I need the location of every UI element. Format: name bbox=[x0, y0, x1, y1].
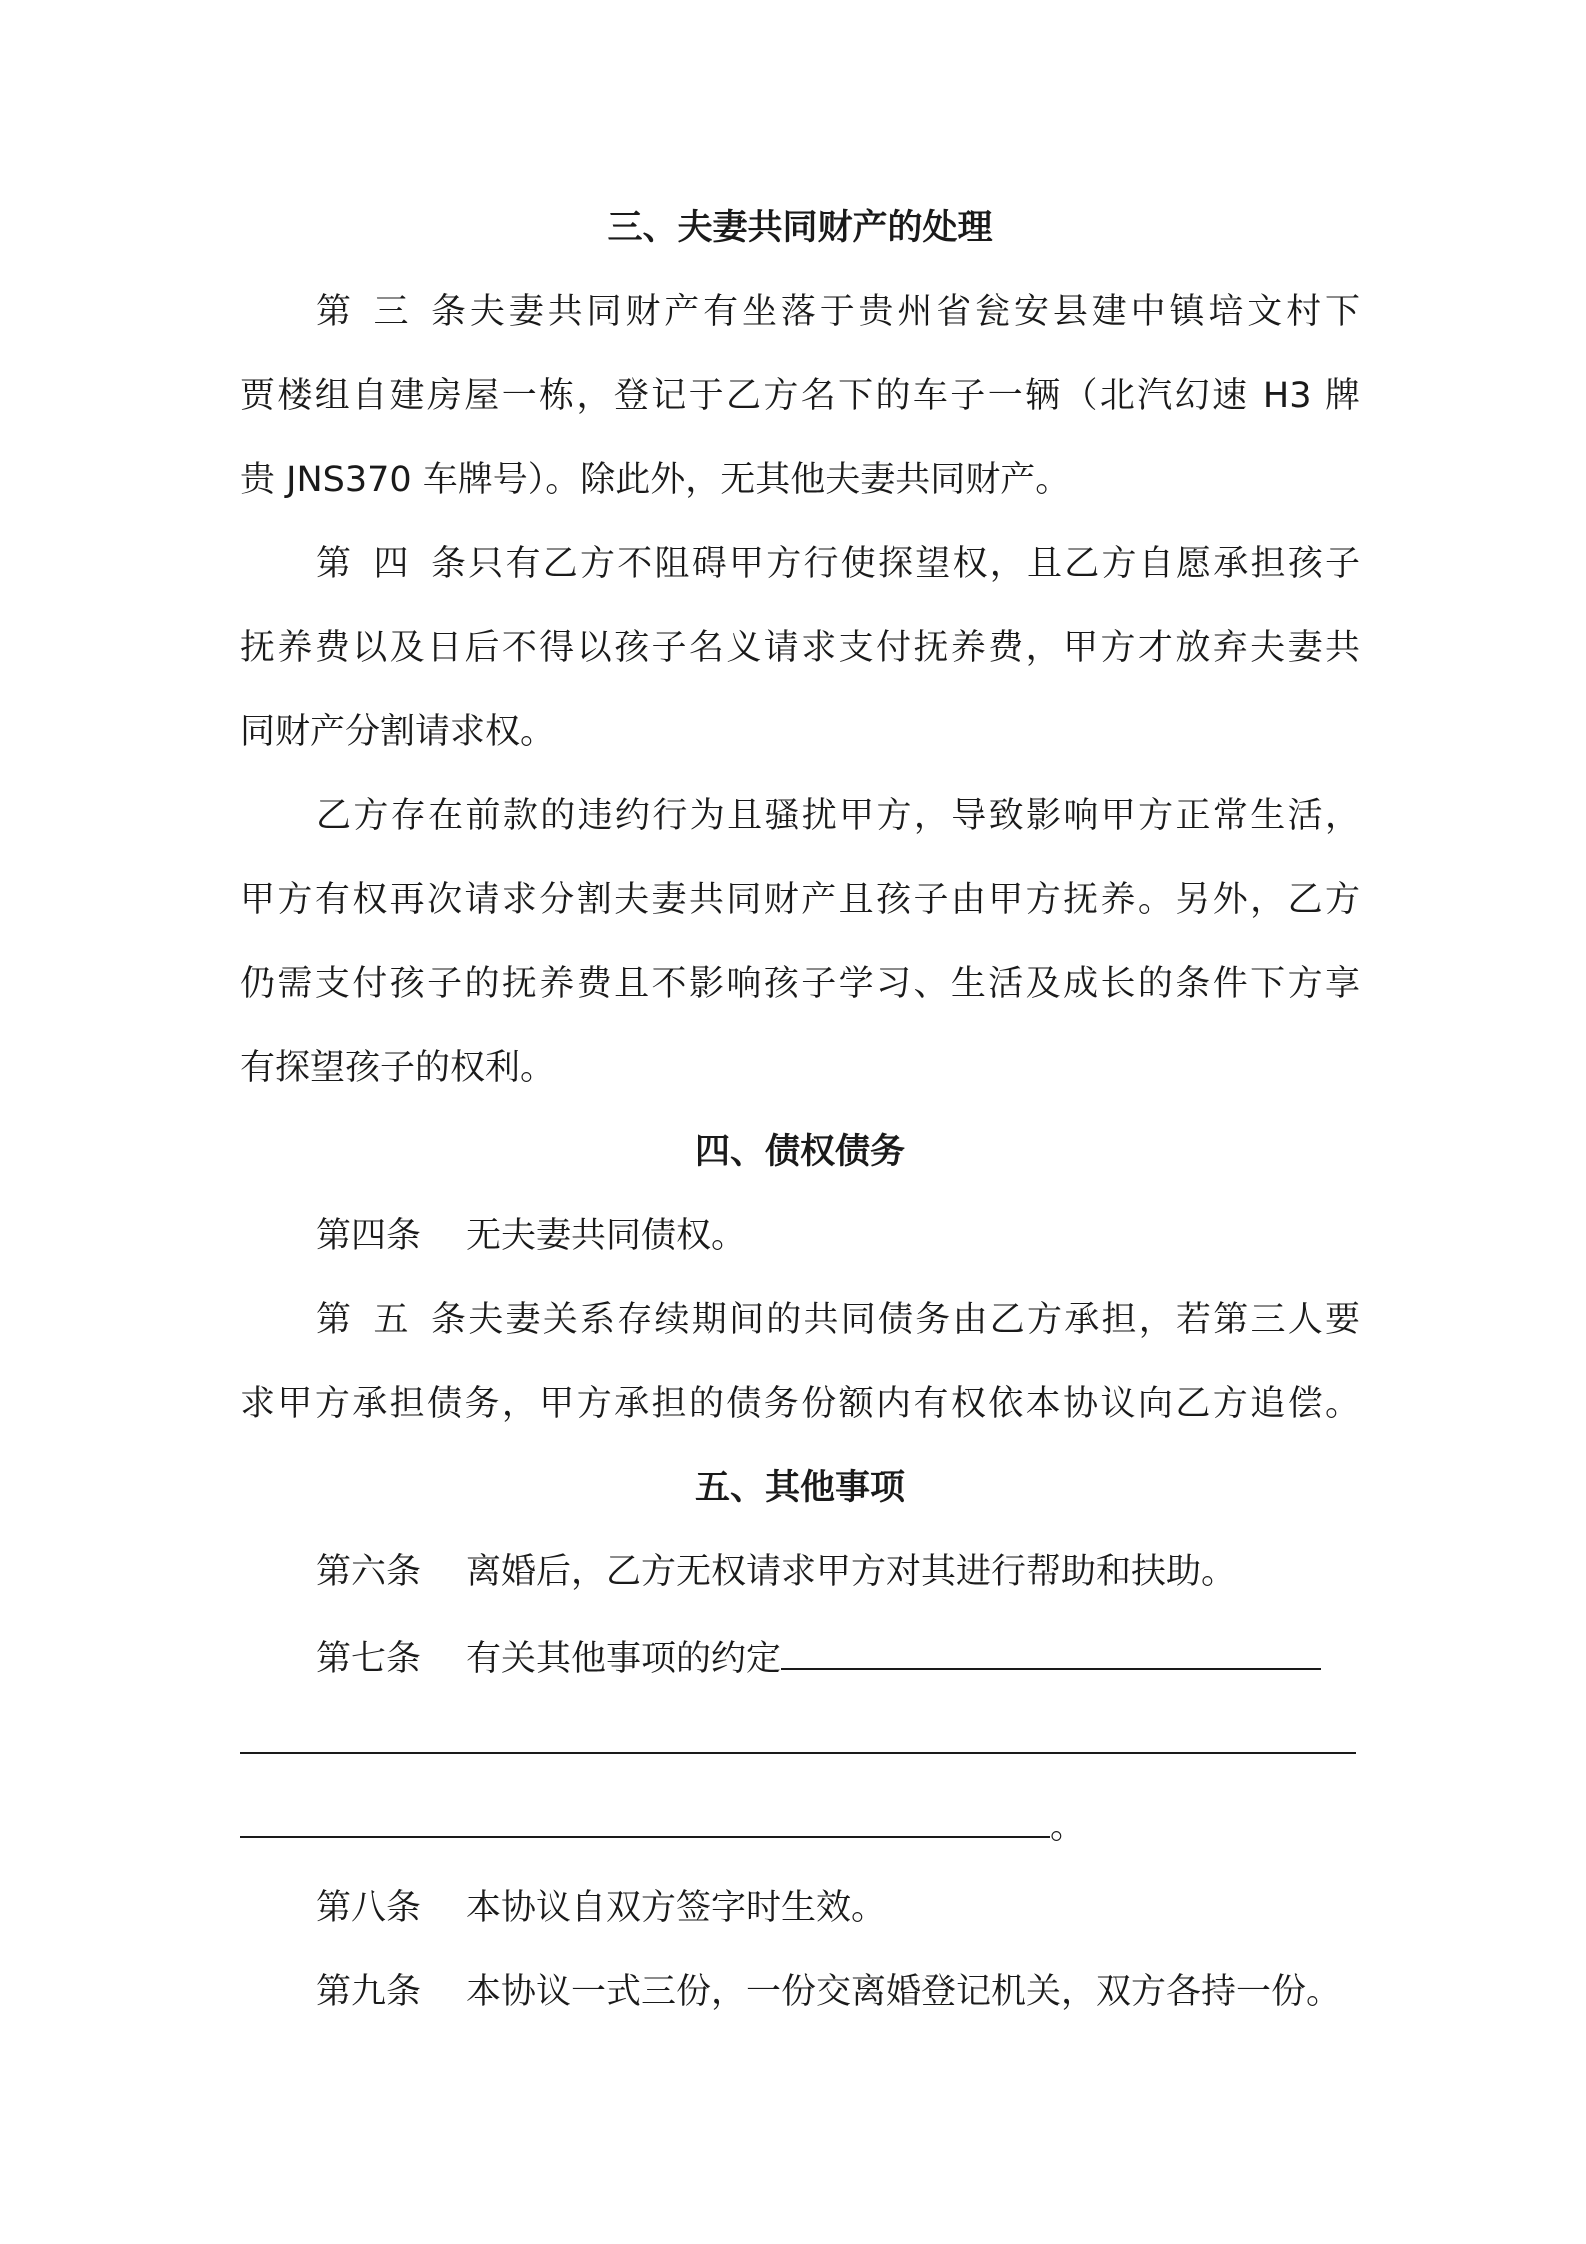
article-text: 本协议自双方签字时生效。 bbox=[466, 1888, 887, 1928]
section-heading-debts: 四、债权债务 bbox=[694, 1132, 905, 1172]
article-3-line-2: 贾楼组自建房屋一栋，登记于乙方名下的车子一辆（北汽幻速 H3 牌 bbox=[240, 376, 1360, 416]
article-label: 第四条 bbox=[316, 1216, 422, 1256]
debt-article-5-line-1 bbox=[240, 1292, 1360, 1348]
article-text: 无夫妻共同债权。 bbox=[466, 1216, 747, 1256]
article-3-line-1 bbox=[240, 284, 1360, 340]
article-label: 第六条 bbox=[316, 1552, 422, 1592]
section-heading-property: 三、夫妻共同财产的处理 bbox=[607, 208, 993, 248]
article-7-line-1 bbox=[240, 1628, 1360, 1684]
article-text: 只有乙方不阻碍甲方行使探望权，且乙方自愿承担孩子 bbox=[466, 544, 1360, 584]
article-label: 第八条 bbox=[316, 1888, 422, 1928]
article-3-line-3: 贵 JNS370 车牌号）。除此外，无其他夫妻共同财产。 bbox=[240, 460, 1071, 500]
paragraph-line-2: 甲方有权再次请求分割夫妻共同财产且孩子由甲方抚养。另外，乙方 bbox=[240, 880, 1360, 920]
article-4-line-2: 抚养费以及日后不得以孩子名义请求支付抚养费，甲方才放弃夫妻共 bbox=[240, 628, 1360, 668]
article-label: 第四条 bbox=[316, 544, 466, 584]
article-label: 第七条 bbox=[316, 1639, 422, 1679]
paragraph-line-3: 仍需支付孩子的抚养费且不影响孩子学习、生活及成长的条件下方享 bbox=[240, 964, 1360, 1004]
debt-article-4 bbox=[240, 1208, 1360, 1264]
fill-in-blank bbox=[781, 1628, 1321, 1670]
article-7-line-3 bbox=[240, 1796, 1360, 1852]
article-7-line-2 bbox=[240, 1712, 1360, 1768]
paragraph-line-1: 乙方存在前款的违约行为且骚扰甲方，导致影响甲方正常生活， bbox=[316, 796, 1360, 836]
article-4-line-1 bbox=[240, 536, 1360, 592]
article-label: 第五条 bbox=[316, 1300, 466, 1340]
article-text: 夫妻共同财产有坐落于贵州省瓮安县建中镇培文村下 bbox=[466, 292, 1360, 332]
article-4-line-3: 同财产分割请求权。 bbox=[240, 712, 556, 752]
article-text: 离婚后，乙方无权请求甲方对其进行帮助和扶助。 bbox=[466, 1552, 1237, 1592]
article-8 bbox=[240, 1880, 1360, 1936]
article-label: 第三条 bbox=[316, 292, 466, 332]
article-text: 本协议一式三份，一份交离婚登记机关，双方各持一份。 bbox=[466, 1972, 1342, 2012]
article-6 bbox=[240, 1544, 1360, 1600]
fill-in-blank bbox=[240, 1712, 1356, 1754]
article-text: 有关其他事项的约定 bbox=[466, 1639, 782, 1679]
article-9 bbox=[240, 1964, 1360, 2020]
debt-article-5-line-2: 求甲方承担债务，甲方承担的债务份额内有权依本协议向乙方追偿。 bbox=[240, 1384, 1360, 1424]
article-label: 第九条 bbox=[316, 1972, 422, 2012]
paragraph-line-4: 有探望孩子的权利。 bbox=[240, 1048, 556, 1088]
article-text: 夫妻关系存续期间的共同债务由乙方承担，若第三人要 bbox=[466, 1300, 1360, 1340]
end-mark: 。 bbox=[1050, 1807, 1086, 1847]
fill-in-blank bbox=[240, 1796, 1050, 1838]
section-heading-other: 五、其他事项 bbox=[694, 1468, 905, 1508]
